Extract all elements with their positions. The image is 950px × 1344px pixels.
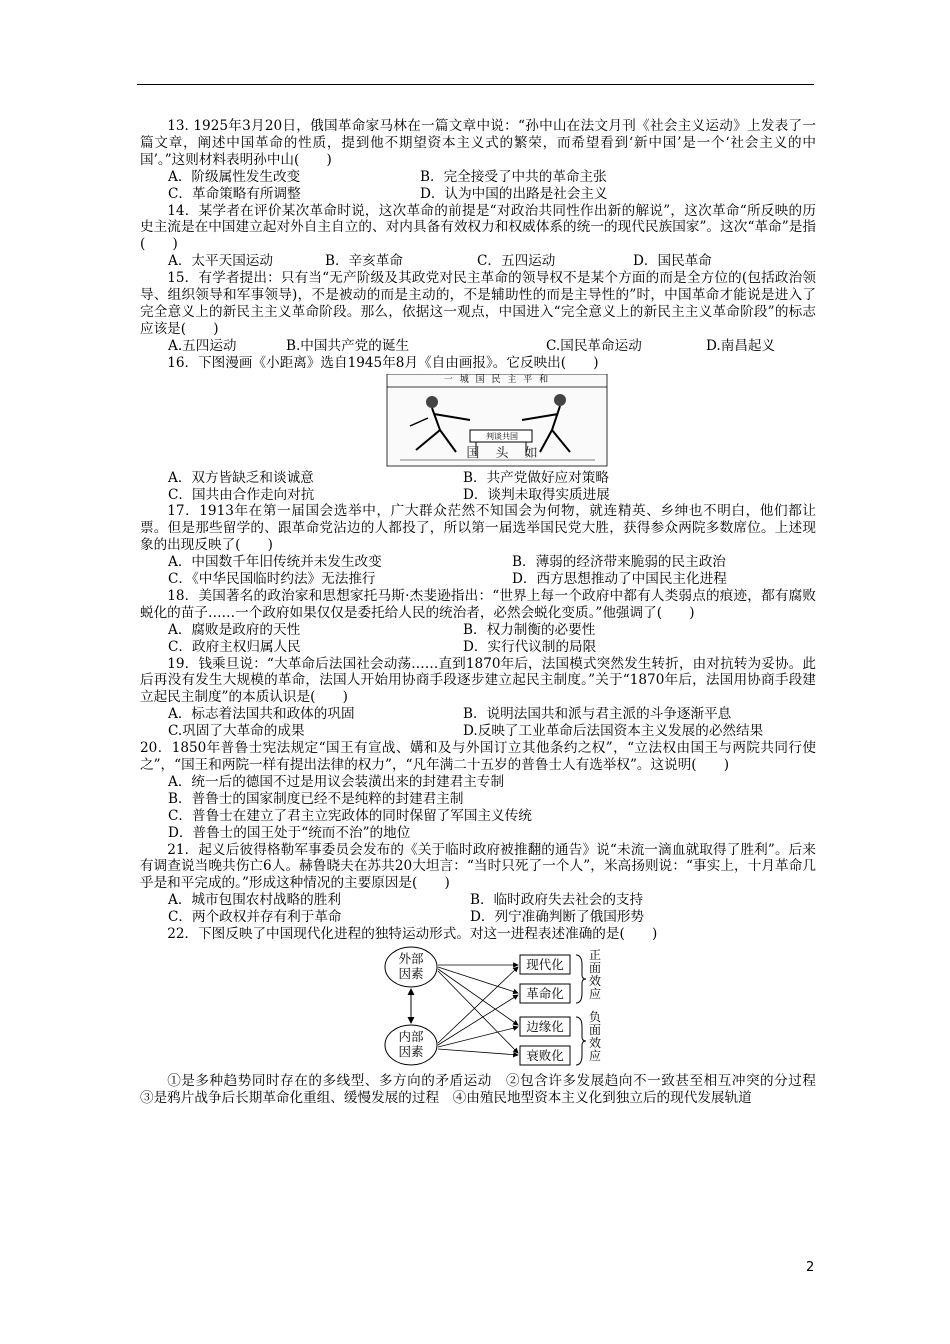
question-22-stem: 22．下图反映了中国现代化进程的独特运动形式。对这一进程表述准确的是( ) bbox=[167, 926, 658, 943]
option-c[interactable]: C．普鲁士在建立了君主立宪政体的同时保留了军国主义传统 bbox=[168, 807, 532, 824]
external-factor-label: 外部因素 bbox=[398, 950, 424, 981]
question-13-stem: 13. 1925年3月20日，俄国革命家马林在一篇文章中说：“孙中山在法文月刊《社会主义运动》上发表了一篇文章，阐述中国革命的性质，提到他不期望资本主义式的繁荣，而希望看到‘新中国’是一个‘社会主义的中国’。”这则材料表明孙中山( ) bbox=[140, 118, 816, 168]
option-a[interactable]: A.五四运动 bbox=[168, 337, 237, 354]
option-a[interactable]: A．腐败是政府的天性 bbox=[168, 621, 301, 638]
option-b[interactable]: B．权力制衡的必要性 bbox=[463, 621, 596, 638]
negative-effect-label: 负面效应 bbox=[588, 1009, 601, 1063]
option-b[interactable]: B．临时政府失去社会的支持 bbox=[470, 892, 644, 909]
option-b[interactable]: B．共产党做好应对策略 bbox=[463, 469, 609, 486]
option-d[interactable]: D．普鲁士的国王处于“统而不治”的地位 bbox=[168, 824, 411, 841]
option-a[interactable]: A．阶级属性发生改变 bbox=[168, 168, 301, 185]
option-b[interactable]: B．普鲁士的国家制度已经不是纯粹的封建君主制 bbox=[168, 790, 464, 807]
option-d[interactable]: D.南昌起义 bbox=[706, 337, 776, 354]
decline-box: 衰败化 bbox=[526, 1047, 564, 1063]
question-13-options bbox=[168, 169, 816, 186]
diagram-lines bbox=[140, 945, 816, 1067]
header-rule bbox=[137, 84, 814, 85]
positive-effect-label: 正面效应 bbox=[588, 947, 601, 1001]
revolutionization-box: 革命化 bbox=[526, 985, 564, 1001]
question-20-stem: 20．1850年普鲁士宪法规定“国王有宣战、媾和及与外国订立其他条约之权”，“立法权由国王与两院共同行使之”，“国王和两院一样有提出法律的权力”，“凡年满二十五岁的普鲁士人有选举权”。这说明( ) bbox=[140, 740, 816, 773]
option-b[interactable]: B．薄弱的经济带来脆弱的民主政治 bbox=[512, 554, 726, 571]
option-b[interactable]: B．辛亥革命 bbox=[325, 253, 403, 270]
question-17-options bbox=[168, 554, 816, 571]
question-15-options bbox=[168, 338, 816, 355]
question-21-stem: 21．起义后彼得格勒军事委员会发布的《关于临时政府被推翻的通告》说“未流一滴血就取得了胜利”。后来有调查说当晚共伤亡6人。赫鲁晓夫在苏共20大坦言：“当时只死了一个人”，米高扬则说：“事实上，十月革命几乎是和平完成的。”形成这种情况的主要原因是( ) bbox=[140, 841, 816, 892]
cartoon-sign: 判谈共国 bbox=[486, 431, 518, 441]
option-d[interactable]: D．国民革命 bbox=[633, 253, 712, 270]
option-c[interactable]: C．政府主权归属人民 bbox=[168, 638, 301, 655]
cartoon-figure bbox=[140, 374, 816, 470]
option-a[interactable]: A．标志着法国共和政体的巩固 bbox=[168, 706, 355, 723]
modernization-diagram bbox=[140, 945, 816, 1067]
option-a[interactable]: A．中国数千年旧传统并未发生改变 bbox=[168, 554, 382, 571]
option-c[interactable]: C.巩固了大革命的成果 bbox=[168, 723, 305, 740]
option-c[interactable]: C．革命策略有所调整 bbox=[168, 185, 301, 202]
option-c[interactable]: C．两个政权并存有利于革命 bbox=[168, 909, 342, 926]
option-b[interactable]: B.中国共产党的诞生 bbox=[286, 337, 410, 354]
option-b[interactable]: B．完全接受了中共的革命主张 bbox=[420, 168, 607, 185]
internal-factor-label: 内部因素 bbox=[398, 1028, 424, 1059]
cartoon-banner: 一 城 国 民 主 平 和 bbox=[443, 374, 551, 385]
question-18-options bbox=[168, 622, 816, 639]
question-19-options-2 bbox=[140, 723, 816, 740]
option-c[interactable]: C.国民革命运动 bbox=[546, 337, 642, 354]
option-c[interactable]: C．国共由合作走向对抗 bbox=[168, 486, 315, 503]
option-a[interactable]: A．双方皆缺乏和谈诚意 bbox=[168, 469, 314, 486]
question-14-stem: 14．某学者在评价某次革命时说，这次革命的前提是“对政治共同性作出新的解说”，这次革命“所反映的历史主流是在中国建立起对外自主自立的、对内具备有效权力和权威体系的统一的现代民族国家”。这次“革命”是指( ) bbox=[140, 202, 816, 253]
question-list bbox=[140, 118, 830, 1107]
question-16-options bbox=[168, 470, 816, 487]
question-19-options bbox=[168, 706, 816, 723]
marginalization-box: 边缘化 bbox=[526, 1018, 564, 1034]
option-d[interactable]: D．认为中国的出路是社会主义 bbox=[420, 185, 608, 202]
option-d[interactable]: D.反映了工业革命后法国资本主义发展的必然结果 bbox=[463, 723, 764, 740]
question-16-stem: 16．下图漫画《小距离》选自1945年8月《自由画报》。它反映出( ) bbox=[167, 354, 599, 371]
option-a[interactable]: A．城市包围农村战略的胜利 bbox=[168, 892, 341, 909]
option-d[interactable]: D．实行代议制的局限 bbox=[463, 638, 597, 655]
option-b[interactable]: B．说明法国共和派与君主派的斗争逐渐平息 bbox=[463, 706, 732, 723]
page-number: 2 bbox=[806, 1260, 815, 1275]
question-16-options-2 bbox=[168, 487, 816, 504]
option-a[interactable]: A．统一后的德国不过是用议会装潢出来的封建君主专制 bbox=[168, 773, 505, 790]
question-18-stem: 18．美国著名的政治家和思想家托马斯·杰斐逊指出：“世界上每一个政府中都有人类弱点的痕迹，都有腐败蜕化的苗子……一个政府如果仅仅是委托给人民的统治者，必然会蜕化变质。”他强调了( ) bbox=[140, 587, 816, 621]
question-14-options bbox=[168, 253, 816, 270]
option-d[interactable]: D．西方思想推动了中国民主化进程 bbox=[512, 571, 727, 588]
cartoon-bottom-text: 国 头 如 bbox=[466, 445, 544, 461]
question-22-statements: ①是多种趋势同时存在的多线型、多方向的矛盾运动 ②包含许多发展趋向不一致甚至相互冲突的分过程 ③是鸦片战争后长期革命化重组、缓慢发展的过程 ④由殖民地型资本主义化到独立后的现代发展轨道 bbox=[140, 1072, 830, 1106]
question-15-stem: 15．有学者提出：只有当“无产阶级及其政党对民主革命的领导权不是某个方面的而是全方位的(包括政治领导、组织领导和军事领导)，不是被动的而是主动的，不是辅助性的而是主导性的”时，中国革命才能说是进入了完全意义上的新民主主义革命阶段。那么，依据这一观点，中国进入“完全意义上的新民主主义革命阶段”的标志应该是( ) bbox=[140, 270, 816, 337]
question-19-stem: 19．钱乘旦说：“大革命后法国社会动荡……直到1870年后，法国模式突然发生转折，由对抗转为妥协。此后再没有发生大规模的革命，法国人开始用协商手段逐步建立起民主制度。”关于“1870年后，法国用协商手段建立起民主制度”的本质认识是( ) bbox=[140, 655, 816, 706]
question-21-options bbox=[168, 892, 816, 909]
question-21-options-2 bbox=[168, 909, 816, 926]
question-17-stem: 17．1913年在第一届国会选举中，广大群众茫然不知国会为何物，就连精英、乡绅也不明白，他们都让票。但是那些留学的、跟革命党沾边的人都投了，所以第一届选举国民党大胜，获得参众两院多数席位。上述现象的出现反映了( ) bbox=[140, 503, 816, 554]
option-a[interactable]: A．太平天国运动 bbox=[168, 253, 273, 270]
question-17-options-2 bbox=[168, 571, 816, 588]
modernization-box: 现代化 bbox=[526, 956, 564, 972]
option-c[interactable]: C．五四运动 bbox=[477, 253, 556, 270]
option-d[interactable]: D．谈判未取得实质进展 bbox=[463, 486, 610, 503]
question-18-options-2 bbox=[168, 639, 816, 656]
question-13-options-2 bbox=[168, 186, 816, 203]
option-c[interactable]: C．《中华民国临时约法》无法推行 bbox=[168, 571, 376, 588]
option-d[interactable]: D．列宁准确判断了俄国形势 bbox=[470, 909, 645, 926]
